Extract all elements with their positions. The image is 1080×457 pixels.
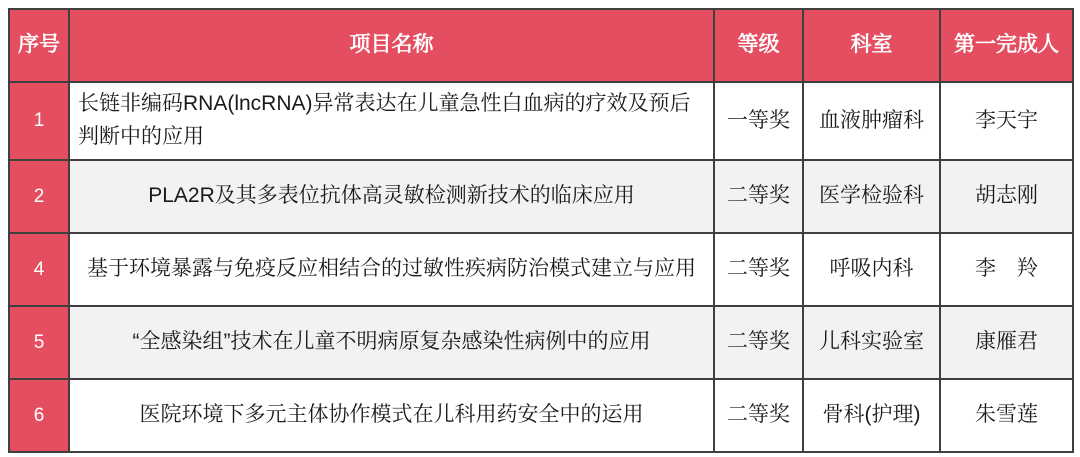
department-cell: 呼吸内科 [803, 233, 940, 306]
col-header-first-completer: 第一完成人 [940, 9, 1073, 82]
row-index-cell: 4 [9, 233, 69, 306]
grade-cell: 二等奖 [714, 160, 803, 233]
grade-cell: 二等奖 [714, 233, 803, 306]
grade-cell: 二等奖 [714, 379, 803, 452]
department-cell: 骨科(护理) [803, 379, 940, 452]
row-index-cell: 6 [9, 379, 69, 452]
first-completer-cell: 李 羚 [940, 233, 1073, 306]
row-index-cell: 5 [9, 306, 69, 379]
row-index-cell: 1 [9, 82, 69, 160]
table-row [9, 306, 1073, 379]
awards-table [8, 8, 1074, 453]
col-header-project: 项目名称 [69, 9, 714, 82]
grade-cell: 一等奖 [714, 82, 803, 160]
first-completer-cell: 胡志刚 [940, 160, 1073, 233]
project-name-cell: 医院环境下多元主体协作模式在儿科用药安全中的运用 [69, 379, 714, 452]
first-completer-cell: 朱雪莲 [940, 379, 1073, 452]
department-cell: 医学检验科 [803, 160, 940, 233]
project-name-cell: PLA2R及其多表位抗体高灵敏检测新技术的临床应用 [69, 160, 714, 233]
project-name-cell: “全感染组”技术在儿童不明病原复杂感染性病例中的应用 [69, 306, 714, 379]
project-name-cell: 长链非编码RNA(lncRNA)异常表达在儿童急性白血病的疗效及预后判断中的应用 [69, 82, 714, 160]
first-completer-cell: 李天宇 [940, 82, 1073, 160]
col-header-department: 科室 [803, 9, 940, 82]
row-index-cell: 2 [9, 160, 69, 233]
first-completer-cell: 康雁君 [940, 306, 1073, 379]
department-cell: 血液肿瘤科 [803, 82, 940, 160]
table-row [9, 160, 1073, 233]
table-row [9, 82, 1073, 160]
project-name-cell: 基于环境暴露与免疫反应相结合的过敏性疾病防治模式建立与应用 [69, 233, 714, 306]
col-header-index: 序号 [9, 9, 69, 82]
col-header-grade: 等级 [714, 9, 803, 82]
table-row [9, 379, 1073, 452]
grade-cell: 二等奖 [714, 306, 803, 379]
header-row [9, 9, 1073, 82]
table-row [9, 233, 1073, 306]
department-cell: 儿科实验室 [803, 306, 940, 379]
table-body [9, 82, 1073, 452]
